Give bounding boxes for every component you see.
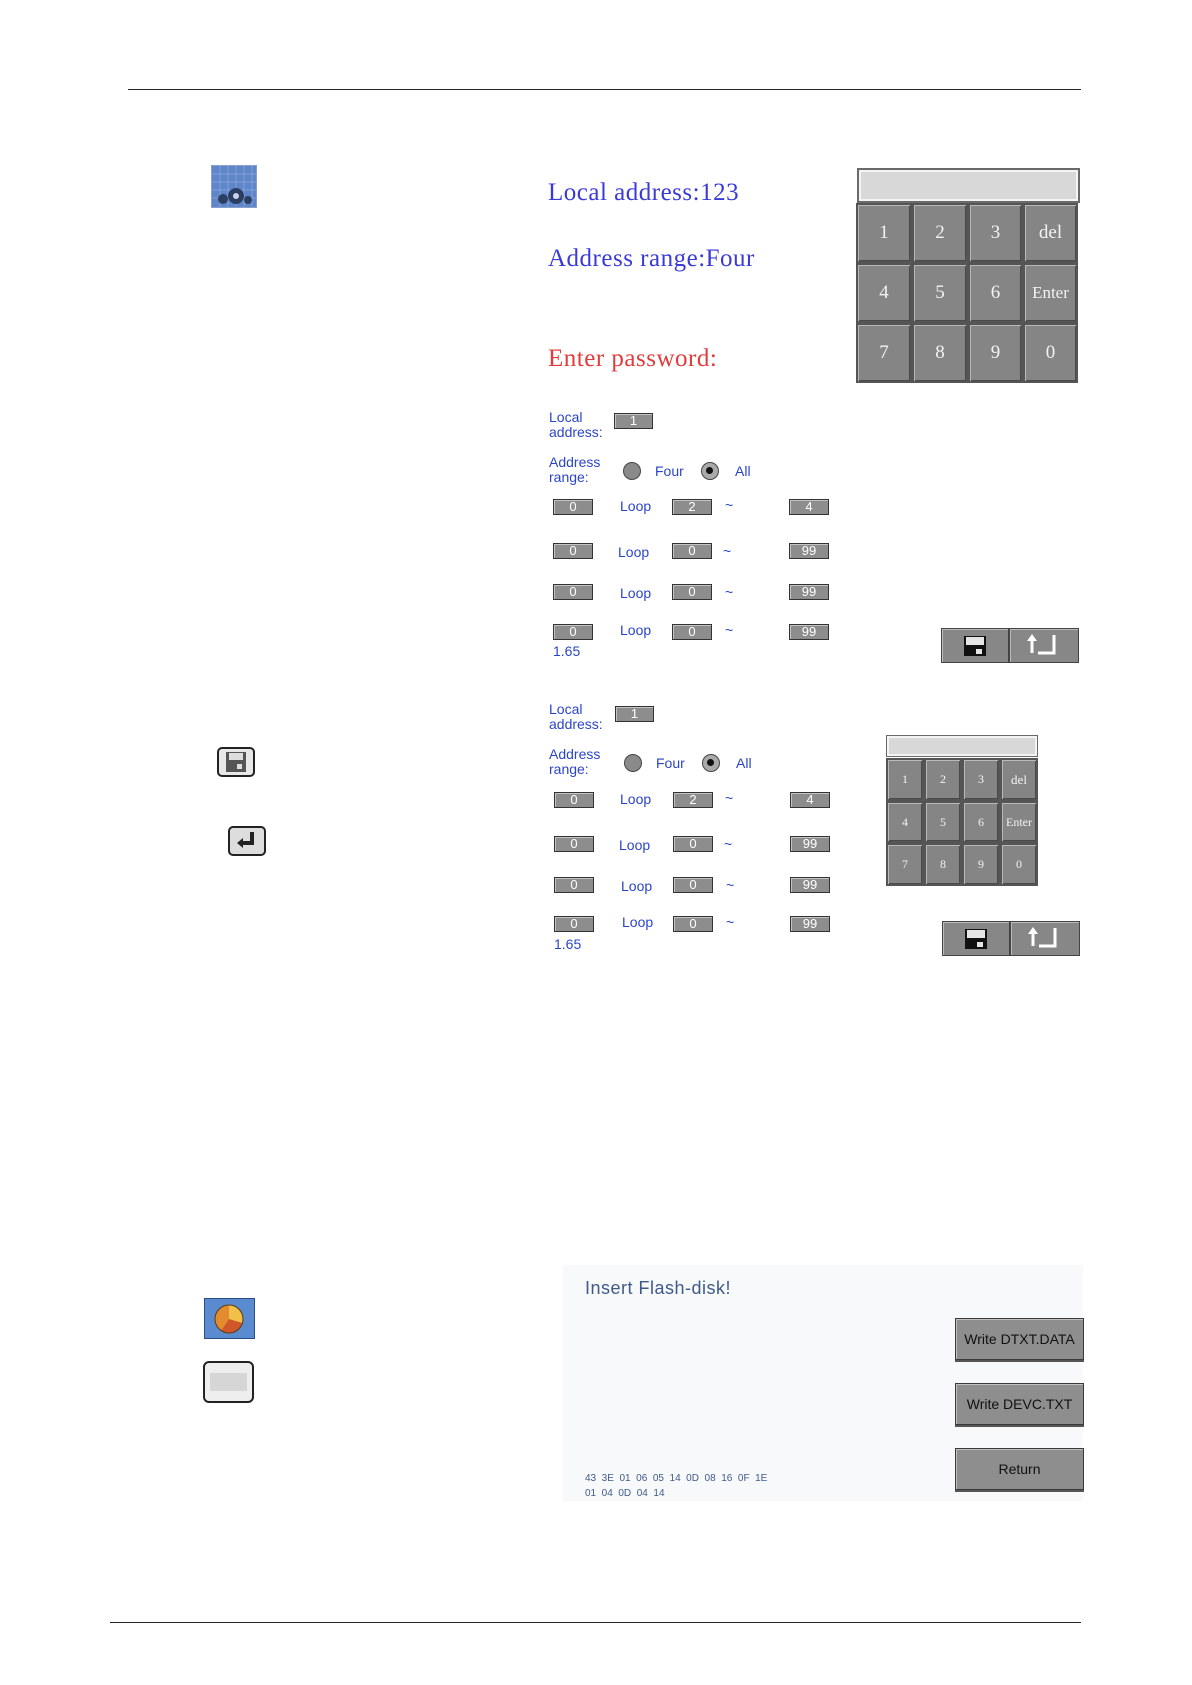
radio-all-label: All xyxy=(735,463,751,479)
loop-end-field[interactable]: 99 xyxy=(789,584,829,600)
footer-rule xyxy=(110,1622,1081,1623)
loop-end-field[interactable]: 4 xyxy=(789,499,829,515)
return-arrow-icon xyxy=(1011,922,1079,955)
loop-end-field[interactable]: 99 xyxy=(789,624,829,640)
keypad-key[interactable]: 4 xyxy=(886,801,924,843)
address-range-label: Address range: xyxy=(549,746,601,777)
loop-end-field[interactable]: 99 xyxy=(790,836,830,852)
radio-all[interactable] xyxy=(701,462,719,480)
loop-label: Loop xyxy=(620,585,652,601)
save-disk-icon xyxy=(942,629,1008,662)
keypad-del-key[interactable]: del xyxy=(1023,203,1078,263)
range-tilde: ~ xyxy=(724,836,733,852)
local-address-field[interactable]: 1 xyxy=(615,706,654,722)
keypad-key[interactable]: 3 xyxy=(968,203,1023,263)
version-text: 1.65 xyxy=(554,936,582,952)
save-disk-icon xyxy=(943,922,1009,955)
return-button[interactable] xyxy=(1010,921,1080,956)
blank-button-icon[interactable] xyxy=(203,1361,254,1403)
return-arrow-icon[interactable] xyxy=(228,826,266,856)
settings-gear-icon[interactable] xyxy=(211,165,257,208)
header-rule xyxy=(128,89,1081,90)
loop-label: Loop xyxy=(620,791,652,807)
range-tilde: ~ xyxy=(723,543,732,559)
radio-four-label: Four xyxy=(655,463,684,479)
enter-password-label: Enter password: xyxy=(548,345,718,372)
loop-end-field[interactable]: 99 xyxy=(789,543,829,559)
keypad-enter-key[interactable]: Enter xyxy=(1023,263,1078,323)
return-button[interactable]: Return xyxy=(955,1448,1084,1490)
radio-four-label: Four xyxy=(656,755,685,771)
keypad-key[interactable]: 1 xyxy=(856,203,912,263)
keypad-key[interactable]: 1 xyxy=(886,758,924,801)
loop-start-field[interactable]: 0 xyxy=(554,877,594,893)
loop-number-field[interactable]: 0 xyxy=(672,543,712,559)
write-devc-button[interactable]: Write DEVC.TXT xyxy=(955,1383,1084,1425)
loop-end-field[interactable]: 99 xyxy=(790,916,830,932)
radio-all-label: All xyxy=(736,755,752,771)
loop-label: Loop xyxy=(618,544,650,560)
loop-label: Loop xyxy=(620,622,652,638)
keypad-key[interactable]: 0 xyxy=(1000,843,1038,886)
loop-start-field[interactable]: 0 xyxy=(554,916,594,932)
loop-number-field[interactable]: 2 xyxy=(672,499,712,515)
local-address-text: Local address:123 xyxy=(548,179,740,206)
return-button[interactable] xyxy=(1009,628,1079,663)
radio-four[interactable] xyxy=(624,754,642,772)
loop-end-field[interactable]: 99 xyxy=(790,877,830,893)
loop-start-field[interactable]: 0 xyxy=(553,499,593,515)
keypad-key[interactable]: 0 xyxy=(1023,323,1078,383)
keypad-key[interactable]: 9 xyxy=(962,843,1000,886)
loop-label: Loop xyxy=(620,498,652,514)
loop-start-field[interactable]: 0 xyxy=(553,543,593,559)
keypad-key[interactable]: 8 xyxy=(912,323,968,383)
keypad-key[interactable]: 5 xyxy=(912,263,968,323)
numeric-keypad-small xyxy=(886,758,1038,886)
local-address-field[interactable]: 1 xyxy=(614,413,653,429)
keypad-key[interactable]: 7 xyxy=(886,843,924,886)
range-tilde: ~ xyxy=(726,877,735,893)
keypad-key[interactable]: 9 xyxy=(968,323,1023,383)
range-tilde: ~ xyxy=(725,497,734,513)
local-address-label: Local address: xyxy=(549,409,603,440)
numeric-keypad-large xyxy=(856,203,1078,383)
keypad-key[interactable]: 5 xyxy=(924,801,962,843)
loop-label: Loop xyxy=(619,837,651,853)
local-address-label: Local address: xyxy=(549,701,603,732)
save-button[interactable] xyxy=(941,628,1009,663)
address-range-label: Address range: xyxy=(549,454,601,485)
keypad-key[interactable]: 3 xyxy=(962,758,1000,801)
loop-number-field[interactable]: 0 xyxy=(672,624,712,640)
keypad-enter-key[interactable]: Enter xyxy=(1000,801,1038,843)
version-text: 1.65 xyxy=(553,643,581,659)
loop-start-field[interactable]: 0 xyxy=(554,792,594,808)
range-tilde: ~ xyxy=(726,914,735,930)
range-tilde: ~ xyxy=(725,790,734,806)
loop-label: Loop xyxy=(622,914,654,930)
keypad-key[interactable]: 4 xyxy=(856,263,912,323)
pie-chart-icon[interactable] xyxy=(204,1298,255,1339)
password-display xyxy=(857,168,1080,203)
hex-data-line: 43 3E 01 06 05 14 0D 08 16 0F 1E xyxy=(585,1473,768,1484)
radio-four[interactable] xyxy=(623,462,641,480)
keypad-key[interactable]: 8 xyxy=(924,843,962,886)
range-tilde: ~ xyxy=(725,622,734,638)
range-tilde: ~ xyxy=(725,584,734,600)
loop-start-field[interactable]: 0 xyxy=(553,584,593,600)
loop-number-field[interactable]: 0 xyxy=(672,584,712,600)
loop-start-field[interactable]: 0 xyxy=(554,836,594,852)
loop-number-field[interactable]: 0 xyxy=(673,916,713,932)
return-arrow-icon xyxy=(1010,629,1078,662)
keypad-del-key[interactable]: del xyxy=(1000,758,1038,801)
keypad-key[interactable]: 2 xyxy=(912,203,968,263)
loop-number-field[interactable]: 0 xyxy=(673,877,713,893)
save-disk-icon[interactable] xyxy=(217,747,255,777)
loop-start-field[interactable]: 0 xyxy=(553,624,593,640)
loop-label: Loop xyxy=(621,878,653,894)
loop-number-field[interactable]: 0 xyxy=(673,836,713,852)
flash-message: Insert Flash-disk! xyxy=(585,1278,732,1298)
write-dtxt-button[interactable]: Write DTXT.DATA xyxy=(955,1318,1084,1360)
keypad-key[interactable]: 6 xyxy=(968,263,1023,323)
address-range-text: Address range:Four xyxy=(548,245,755,272)
keypad-display-small xyxy=(886,735,1038,757)
keypad-key[interactable]: 6 xyxy=(962,801,1000,843)
hex-data-line: 01 04 0D 04 14 xyxy=(585,1488,665,1499)
loop-number-field[interactable]: 2 xyxy=(673,792,713,808)
keypad-key[interactable]: 7 xyxy=(856,323,912,383)
radio-all[interactable] xyxy=(702,754,720,772)
save-button[interactable] xyxy=(942,921,1010,956)
keypad-key[interactable]: 2 xyxy=(924,758,962,801)
loop-end-field[interactable]: 4 xyxy=(790,792,830,808)
